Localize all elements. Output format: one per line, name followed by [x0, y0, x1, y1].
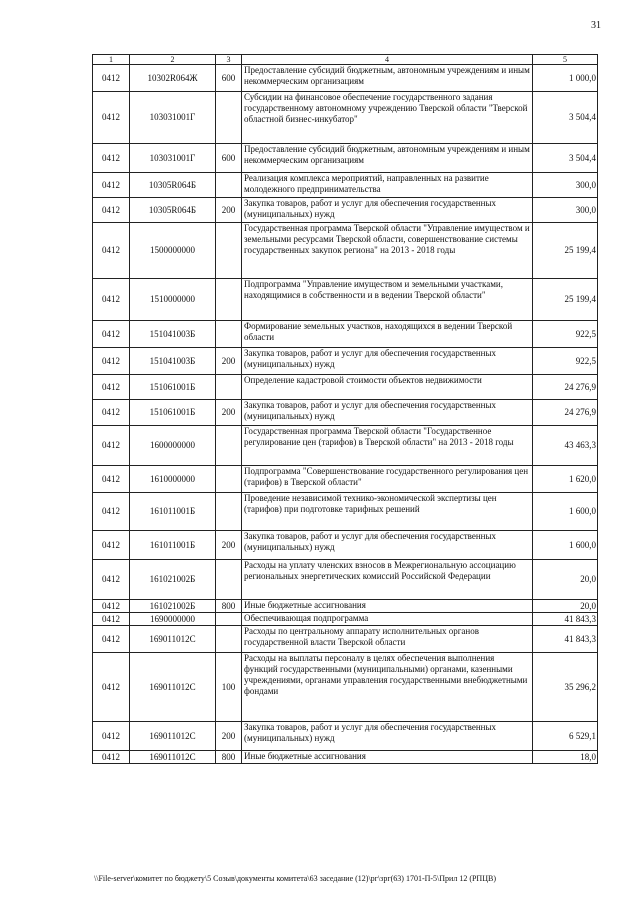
cell-section: 0412 [93, 348, 130, 375]
cell-amount: 1 620,0 [533, 466, 598, 493]
cell-code: 1600000000 [130, 426, 216, 466]
cell-type [216, 375, 242, 400]
cell-amount: 25 199,4 [533, 279, 598, 321]
cell-type [216, 279, 242, 321]
cell-amount: 3 504,4 [533, 92, 598, 144]
cell-section: 0412 [93, 65, 130, 92]
cell-code: 169011012С [130, 751, 216, 764]
cell-amount: 1 600,0 [533, 493, 598, 531]
file-path-footer: \\File-server\комитет по бюджету\5 Созыв\документы комитета\63 заседание (12)\рг\зрг(63) 1701-П-5\Прил 12 (РПЦВ) [94, 874, 496, 883]
cell-amount: 25 199,4 [533, 223, 598, 279]
table-row [93, 223, 598, 279]
cell-type [216, 560, 242, 600]
cell-amount: 300,0 [533, 198, 598, 223]
cell-name: Закупка товаров, работ и услуг для обеспечения государственных (муниципальных) нужд [242, 198, 533, 223]
cell-name: Подпрограмма "Управление имуществом и земельными участками, находящимися в собственности и в ведении Тверской области" [242, 279, 533, 321]
table-row [93, 65, 598, 92]
cell-name: Расходы на выплаты персоналу в целях обеспечения выполнения функций государственными (муниципальными) органами, казенными учреждениями, органами управления государственными внебюджетными фондами [242, 653, 533, 722]
cell-type: 200 [216, 531, 242, 560]
cell-name: Государственная программа Тверской области "Управление имуществом и земельными ресурсами Тверской области, совершенствование системы государственных закупок региона" на 2013 - 2018 годы [242, 223, 533, 279]
cell-code: 1500000000 [130, 223, 216, 279]
cell-type: 200 [216, 722, 242, 751]
cell-type [216, 613, 242, 626]
table-row [93, 92, 598, 144]
cell-type [216, 92, 242, 144]
table-row [93, 279, 598, 321]
table-row [93, 348, 598, 375]
cell-type [216, 466, 242, 493]
cell-code: 151041003Б [130, 321, 216, 348]
cell-amount: 24 276,9 [533, 400, 598, 426]
cell-type [216, 173, 242, 198]
table-row [93, 613, 598, 626]
cell-name: Субсидии на финансовое обеспечение государственного задания государственному автономному учреждению Тверской области "Тверской областной бизнес-инкубатор" [242, 92, 533, 144]
cell-code: 161021002Б [130, 560, 216, 600]
table-row [93, 531, 598, 560]
cell-amount: 3 504,4 [533, 144, 598, 173]
header-cell-code: 2 [130, 55, 216, 65]
table-row [93, 173, 598, 198]
cell-code: 169011012С [130, 653, 216, 722]
cell-code: 1610000000 [130, 466, 216, 493]
cell-amount: 20,0 [533, 560, 598, 600]
cell-section: 0412 [93, 92, 130, 144]
cell-code: 103031001Г [130, 92, 216, 144]
cell-type: 800 [216, 751, 242, 764]
cell-type: 100 [216, 653, 242, 722]
cell-section: 0412 [93, 600, 130, 613]
cell-section: 0412 [93, 144, 130, 173]
cell-type [216, 626, 242, 653]
cell-name: Реализация комплекса мероприятий, направленных на развитие молодежного предпринимательства [242, 173, 533, 198]
cell-name: Иные бюджетные ассигнования [242, 751, 533, 764]
cell-type [216, 493, 242, 531]
cell-code: 10302R064Ж [130, 65, 216, 92]
cell-name: Государственная программа Тверской области "Государственное регулирование цен (тарифов) в Тверской области" на 2013 - 2018 годы [242, 426, 533, 466]
cell-name: Предоставление субсидий бюджетным, автономным учреждениям и иным некоммерческим организациям [242, 144, 533, 173]
table-row [93, 400, 598, 426]
cell-section: 0412 [93, 223, 130, 279]
cell-type: 600 [216, 144, 242, 173]
table-row [93, 144, 598, 173]
cell-code: 169011012С [130, 722, 216, 751]
cell-section: 0412 [93, 198, 130, 223]
table-row [93, 626, 598, 653]
cell-type [216, 321, 242, 348]
cell-code: 1510000000 [130, 279, 216, 321]
cell-section: 0412 [93, 279, 130, 321]
cell-code: 1690000000 [130, 613, 216, 626]
cell-code: 10305R064Б [130, 198, 216, 223]
cell-amount: 41 843,3 [533, 626, 598, 653]
cell-section: 0412 [93, 722, 130, 751]
cell-amount: 1 000,0 [533, 65, 598, 92]
cell-section: 0412 [93, 466, 130, 493]
table-row [93, 751, 598, 764]
page-number: 31 [591, 20, 601, 31]
cell-name: Определение кадастровой стоимости объектов недвижимости [242, 375, 533, 400]
cell-name: Проведение независимой технико-экономической экспертизы цен (тарифов) при подготовке тарифных решений [242, 493, 533, 531]
cell-type [216, 426, 242, 466]
table-row [93, 493, 598, 531]
cell-type: 200 [216, 198, 242, 223]
cell-section: 0412 [93, 613, 130, 626]
cell-name: Предоставление субсидий бюджетным, автономным учреждениям и иным некоммерческим организациям [242, 65, 533, 92]
cell-code: 169011012С [130, 626, 216, 653]
cell-code: 10305R064Б [130, 173, 216, 198]
cell-code: 161011001Б [130, 493, 216, 531]
table-row [93, 426, 598, 466]
cell-section: 0412 [93, 173, 130, 198]
cell-section: 0412 [93, 531, 130, 560]
header-cell-name: 4 [242, 55, 533, 65]
cell-amount: 922,5 [533, 321, 598, 348]
cell-section: 0412 [93, 493, 130, 531]
cell-name: Закупка товаров, работ и услуг для обеспечения государственных (муниципальных) нужд [242, 531, 533, 560]
table-row [93, 560, 598, 600]
cell-section: 0412 [93, 321, 130, 348]
cell-code: 151061001Б [130, 375, 216, 400]
cell-amount: 20,0 [533, 600, 598, 613]
cell-amount: 922,5 [533, 348, 598, 375]
cell-amount: 35 296,2 [533, 653, 598, 722]
table-row [93, 653, 598, 722]
cell-name: Расходы по центральному аппарату исполнительных органов государственной власти Тверской области [242, 626, 533, 653]
table-row [93, 466, 598, 493]
cell-amount: 43 463,3 [533, 426, 598, 466]
cell-amount: 24 276,9 [533, 375, 598, 400]
cell-type: 600 [216, 65, 242, 92]
budget-table [92, 54, 598, 764]
table-row [93, 375, 598, 400]
cell-name: Формирование земельных участков, находящихся в ведении Тверской области [242, 321, 533, 348]
cell-code: 151041003Б [130, 348, 216, 375]
cell-amount: 300,0 [533, 173, 598, 198]
cell-amount: 6 529,1 [533, 722, 598, 751]
cell-code: 161021002Б [130, 600, 216, 613]
cell-type: 200 [216, 348, 242, 375]
cell-section: 0412 [93, 560, 130, 600]
cell-code: 103031001Г [130, 144, 216, 173]
table-row [93, 722, 598, 751]
cell-section: 0412 [93, 426, 130, 466]
cell-name: Обеспечивающая подпрограмма [242, 613, 533, 626]
table-row [93, 321, 598, 348]
cell-name: Закупка товаров, работ и услуг для обеспечения государственных (муниципальных) нужд [242, 722, 533, 751]
cell-type: 800 [216, 600, 242, 613]
cell-amount: 41 843,3 [533, 613, 598, 626]
cell-name: Закупка товаров, работ и услуг для обеспечения государственных (муниципальных) нужд [242, 400, 533, 426]
cell-name: Иные бюджетные ассигнования [242, 600, 533, 613]
cell-type [216, 223, 242, 279]
cell-name: Закупка товаров, работ и услуг для обеспечения государственных (муниципальных) нужд [242, 348, 533, 375]
cell-name: Подпрограмма "Совершенствование государственного регулирования цен (тарифов) в Тверской области" [242, 466, 533, 493]
header-cell-type: 3 [216, 55, 242, 65]
table-row [93, 600, 598, 613]
cell-section: 0412 [93, 375, 130, 400]
cell-section: 0412 [93, 400, 130, 426]
cell-section: 0412 [93, 653, 130, 722]
cell-section: 0412 [93, 751, 130, 764]
cell-amount: 18,0 [533, 751, 598, 764]
header-cell-amount: 5 [533, 55, 598, 65]
header-row [93, 55, 598, 65]
cell-code: 151061001Б [130, 400, 216, 426]
cell-section: 0412 [93, 626, 130, 653]
cell-amount: 1 600,0 [533, 531, 598, 560]
cell-name: Расходы на уплату членских взносов в Межрегиональную ассоциацию региональных энергетических комиссий Российской Федерации [242, 560, 533, 600]
cell-code: 161011001Б [130, 531, 216, 560]
header-cell-section: 1 [93, 55, 130, 65]
cell-type: 200 [216, 400, 242, 426]
table-row [93, 198, 598, 223]
